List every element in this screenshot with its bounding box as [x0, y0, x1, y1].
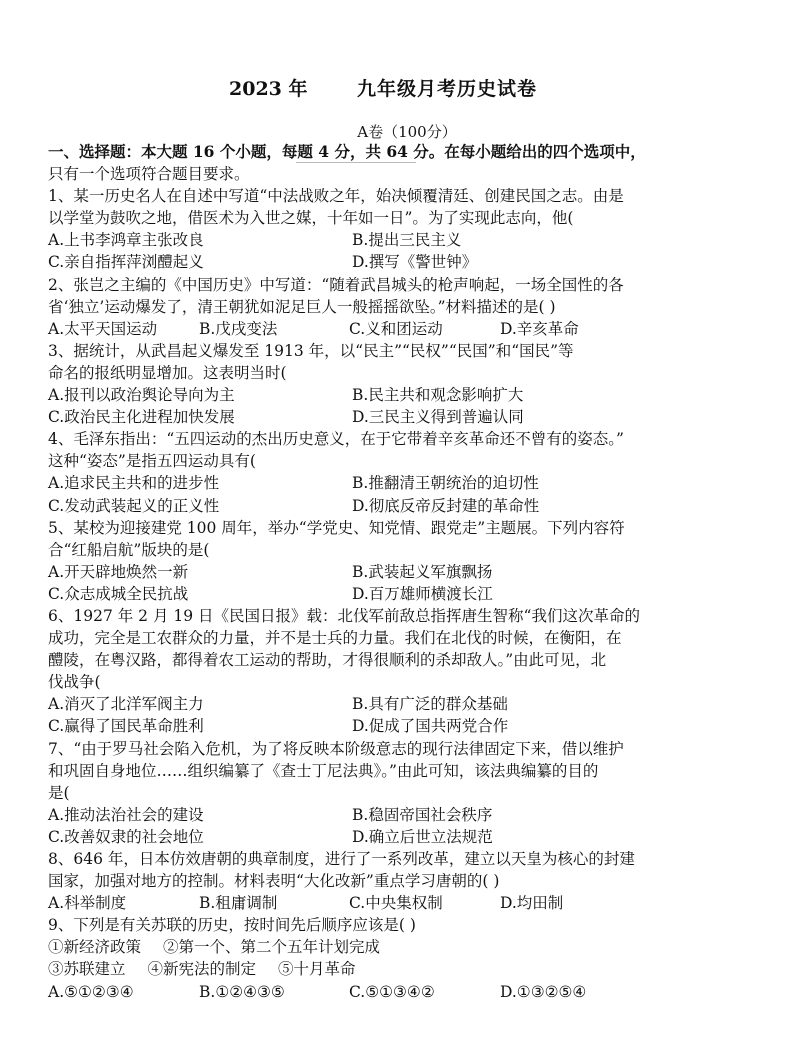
exam-content	[48, 141, 754, 1003]
answer-option-A[interactable]: A.追求民主共和的进步性	[48, 474, 220, 493]
question-stem-line: 省‘独立’运动爆发了，清王朝犹如泥足巨人一般摇摇欲坠。”材料描述的是( )	[48, 297, 556, 316]
answer-option-D[interactable]: D.三民主义得到普遍认同	[352, 408, 524, 427]
question-stem-line: 国家，加强对地方的控制。材料表明“大化改新”重点学习唐朝的( )	[48, 872, 500, 891]
option-row	[48, 892, 754, 914]
option-row	[48, 384, 754, 406]
question-5	[48, 517, 754, 605]
answer-option-B[interactable]: B.租庸调制	[199, 894, 278, 913]
section-title-line1: 一、选择题：本大题 16 个小题，每题 4 分，共 64 分。在每小题给出的四个选项中，	[48, 142, 646, 161]
answer-option-C[interactable]: C.赢得了国民革命胜利	[48, 717, 204, 736]
option-row	[48, 251, 754, 273]
question-item: ⑤十月革命	[278, 960, 356, 979]
option-row	[48, 561, 754, 583]
answer-option-A[interactable]: A.推动法治社会的建设	[48, 805, 204, 824]
answer-option-B[interactable]: B.民主共和观念影响扩大	[352, 386, 524, 405]
option-row	[48, 229, 754, 251]
answer-option-B[interactable]: B.武装起义军旗飘扬	[352, 562, 493, 581]
answer-option-C[interactable]: C.改善奴隶的社会地位	[48, 827, 204, 846]
question-stem-line: 9、下列是有关苏联的历史，按时间先后顺序应该是( )	[48, 916, 416, 935]
question-stem-line: 是(	[48, 783, 70, 802]
question-item: ④新宪法的制定	[147, 960, 257, 979]
answer-option-C[interactable]: C.⑤①③④②	[349, 982, 435, 1001]
option-row	[48, 583, 754, 605]
question-stem-line: 4、毛泽东指出：“五四运动的杰出历史意义，在于它带着辛亥革命还不曾有的姿态。”	[48, 430, 624, 449]
question-stem-line: 7、“由于罗马社会陷入危机，为了将反映本阶级意志的现行法律固定下来，借以维护	[48, 739, 624, 758]
question-3	[48, 340, 754, 428]
option-row	[48, 406, 754, 428]
question-1	[48, 185, 754, 273]
question-6	[48, 605, 754, 738]
exam-title: 九年级月考历史试卷	[357, 78, 538, 100]
answer-option-A[interactable]: A.上书李鸿章主张改良	[48, 231, 204, 250]
answer-option-B[interactable]: B.提出三民主义	[352, 231, 462, 250]
question-stem-line: 以学堂为鼓吹之地，借医术为入世之媒，十年如一日”。为了实现此志向，他(	[48, 209, 574, 228]
answer-option-D[interactable]: D.彻底反帝反封建的革命性	[352, 496, 540, 515]
answer-option-D[interactable]: D.百万雄师横渡长江	[352, 584, 493, 603]
question-stem-line: 成功，完全是工农群众的力量，并不是士兵的力量。我们在北伐的时候，在衡阳，在	[48, 629, 622, 648]
answer-option-C[interactable]: C.发动武装起义的正义性	[48, 496, 220, 515]
answer-option-A[interactable]: A.报刊以政治舆论导向为主	[48, 386, 235, 405]
answer-option-C[interactable]: C.义和团运动	[349, 319, 443, 338]
question-stem-line: 命名的报纸明显增加。这表明当时(	[48, 363, 287, 382]
option-row	[48, 693, 754, 715]
question-stem-line: 这种“姿态”是指五四运动具有(	[48, 452, 256, 471]
answer-option-B[interactable]: B.戊戌变法	[199, 319, 278, 338]
answer-option-D[interactable]: D.均田制	[500, 894, 564, 913]
answer-option-B[interactable]: B.推翻清王朝统治的迫切性	[352, 474, 539, 493]
exam-header	[0, 74, 794, 104]
answer-option-B[interactable]: B.①②④③⑤	[199, 982, 285, 1001]
option-row	[48, 804, 754, 826]
section-title-line2: 只有一个选项符合题目要求。	[48, 165, 250, 184]
answer-option-A[interactable]: A.科举制度	[48, 894, 127, 913]
answer-option-A[interactable]: A.太平天国运动	[48, 319, 158, 338]
question-items-row	[48, 958, 754, 980]
question-stem-line: 醴陵，在粤汉路，都得着农工运动的帮助，才得很顺利的杀却敌人。”由此可见，北	[48, 651, 607, 670]
option-row	[48, 981, 754, 1003]
question-2	[48, 274, 754, 340]
answer-option-D[interactable]: D.促成了国共两党合作	[352, 717, 509, 736]
option-row	[48, 826, 754, 848]
answer-option-C[interactable]: C.亲自指挥萍浏醴起义	[48, 253, 204, 272]
option-row	[48, 472, 754, 494]
answer-option-C[interactable]: C.中央集权制	[349, 894, 443, 913]
answer-option-A[interactable]: A.⑤①②③④	[48, 982, 134, 1001]
question-9	[48, 914, 754, 1002]
answer-option-B[interactable]: B.具有广泛的群众基础	[352, 695, 508, 714]
option-row	[48, 495, 754, 517]
question-item: ①新经济政策	[48, 938, 142, 957]
answer-option-C[interactable]: C.众志成城全民抗战	[48, 584, 189, 603]
exam-subtitle: A卷（100分）	[357, 123, 457, 141]
question-8	[48, 848, 754, 914]
answer-option-C[interactable]: C.政治民主化进程加快发展	[48, 408, 235, 427]
question-stem-line: 2、张岂之主编的《中国历史》中写道：“随着武昌城头的枪声响起，一场全国性的各	[48, 275, 624, 294]
answer-option-A[interactable]: A.消灭了北洋军阀主力	[48, 695, 204, 714]
question-stem-line: 1、某一历史名人在自述中写道“中法战败之年，始决倾覆清廷、创建民国之志。由是	[48, 187, 624, 206]
question-stem-line: 8、646 年，日本仿效唐朝的典章制度，进行了一系列改革，建立以天皇为核心的封建	[48, 850, 635, 868]
question-stem-line: 和巩固自身地位……组织编纂了《查士丁尼法典》。”由此可知，该法典编纂的目的	[48, 761, 599, 780]
question-stem-line: 伐战争(	[48, 673, 101, 692]
question-4	[48, 428, 754, 516]
question-list	[48, 185, 754, 1002]
answer-option-B[interactable]: B.稳固帝国社会秩序	[352, 805, 493, 824]
option-row	[48, 318, 754, 340]
option-row	[48, 715, 754, 737]
question-item: ②第一个、第二个五年计划完成	[163, 938, 381, 957]
question-item: ③苏联建立	[48, 960, 126, 979]
exam-year: 2023 年	[229, 78, 308, 100]
answer-option-D[interactable]: D.确立后世立法规范	[352, 827, 493, 846]
question-7	[48, 738, 754, 848]
question-stem-line: 3、据统计，从武昌起义爆发至 1913 年，以“民主”“民权”“民国”和“国民”等	[48, 341, 574, 360]
answer-option-D[interactable]: D.①③②⑤④	[500, 982, 587, 1001]
question-stem-line: 6、1927 年 2 月 19 日《民国日报》载：北伐军前敌总指挥唐生智称“我们这次革命的	[48, 606, 640, 625]
answer-option-D[interactable]: D.辛亥革命	[500, 319, 579, 338]
answer-option-A[interactable]: A.开天辟地焕然一新	[48, 562, 189, 581]
question-stem-line: 合“红船启航”版块的是(	[48, 540, 210, 559]
question-stem-line: 5、某校为迎接建党 100 周年，举办“学党史、知党情、跟党走”主题展。下列内容符	[48, 518, 625, 537]
answer-option-D[interactable]: D.撰写《警世钟》	[352, 253, 478, 272]
question-items-row	[48, 936, 754, 958]
